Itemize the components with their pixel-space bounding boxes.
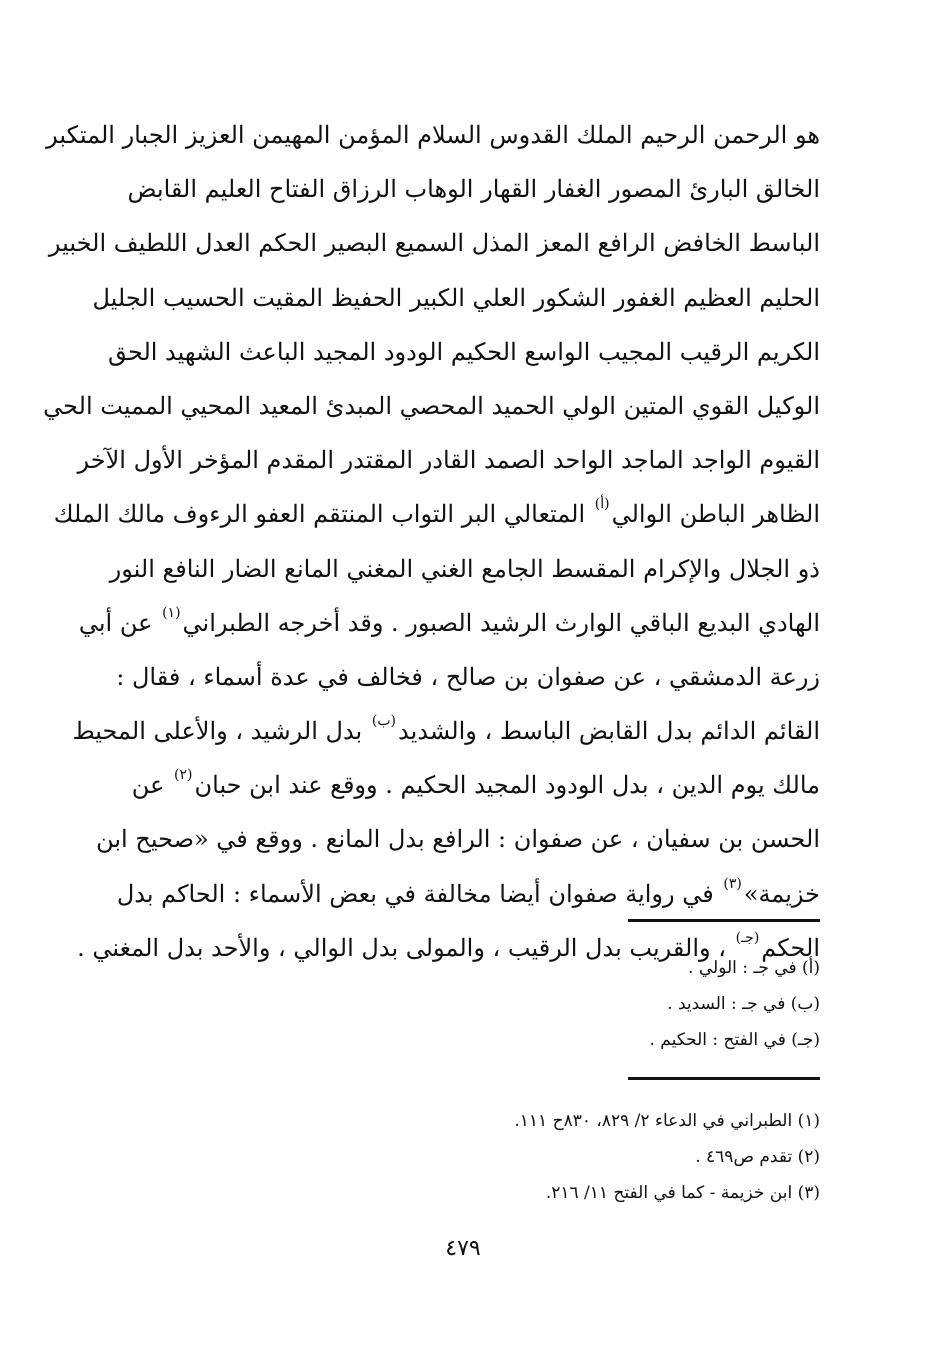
text-line	[78, 596, 820, 650]
text-line: الحليم العظيم الغفور الشكور العلي الكبير الحفيظ المقيت الحسيب الجليل	[92, 283, 820, 312]
text-segment: مالك يوم الدين ، بدل الودود المجيد الحكيم . ووقع عند ابن حبان	[194, 771, 820, 800]
text-line	[116, 867, 820, 921]
text-line: زرعة الدمشقي ، عن صفوان بن صالح ، فخالف في عدة أسماء ، فقال :	[116, 662, 820, 691]
text-line	[72, 704, 820, 758]
main-text-body	[43, 108, 820, 975]
text-segment: الحكم	[761, 933, 820, 962]
text-line: الخالق البارئ المصور الغفار القهار الوهاب الرزاق الفتاح العليم القابض	[127, 175, 820, 204]
footnote-divider	[628, 919, 820, 922]
variant-notes	[649, 950, 820, 1058]
variant-note-marker: (أ)	[594, 496, 610, 513]
text-segment: المتعالي البر التواب المنتقم العفو الرءوف مالك الملك	[53, 500, 586, 529]
text-line: الباسط الخافض الرافع المعز المذل السميع البصير الحكم العدل اللطيف الخبير	[48, 229, 820, 258]
variant-note: (ب) في جـ : السديد .	[667, 994, 820, 1014]
text-segment: الهادي البديع الباقي الوارث الرشيد الصبور . وقد أخرجه الطبراني	[182, 608, 820, 637]
footnote-marker: (١)	[162, 604, 181, 621]
text-line: هو الرحمن الرحيم الملك القدوس السلام المؤمن المهيمن العزيز الجبار المتكبر	[46, 121, 820, 149]
source-footnote: (٢) تقدم ص٤٦٩ .	[695, 1147, 820, 1167]
text-line: الحسن بن سفيان ، عن صفوان : الرافع بدل المانع . ووقع في «صحيح ابن	[96, 825, 820, 854]
footnote-divider	[628, 1077, 820, 1080]
text-segment: عن أبي	[78, 608, 153, 637]
text-segment: ، والقريب بدل الرقيب ، والمولى بدل الوالي ، والأحد بدل المغني .	[77, 933, 726, 962]
text-line: الوكيل القوي المتين الولي الحميد المحصي المبدئ المعيد المحيي المميت الحي	[43, 391, 820, 420]
text-segment: بدل الرشيد ، والأعلى المحيط	[72, 717, 363, 746]
text-segment: عن	[131, 771, 165, 800]
footnote-marker: (٣)	[723, 875, 742, 892]
variant-note: (جـ) في الفتح : الحكيم .	[649, 1030, 820, 1050]
text-line	[53, 487, 820, 541]
source-footnote: (٣) ابن خزيمة - كما في الفتح ١١/ ٢١٦.	[545, 1183, 820, 1203]
text-line: القيوم الواجد الماجد الواحد الصمد القادر المقتدر المقدم المؤخر الأول الآخر	[77, 446, 820, 475]
variant-note-marker: (جـ)	[735, 929, 760, 946]
page-number: ٤٧٩	[445, 1236, 481, 1261]
text-line: ذو الجلال والإكرام المقسط الجامع الغني المغني المانع الضار النافع النور	[109, 554, 820, 583]
source-footnote: (١) الطبراني في الدعاء ٢/ ٨٢٩، ٨٣٠ح ١١١.	[514, 1111, 820, 1131]
variant-note-marker: (ب)	[371, 713, 396, 730]
text-segment: الظاهر الباطن الوالي	[611, 500, 820, 529]
text-segment: القائم الدائم بدل القابض الباسط ، والشديد	[397, 717, 820, 746]
text-segment: في رواية صفوان أيضا مخالفة في بعض الأسماء : الحاكم بدل	[116, 879, 714, 908]
footnote-marker: (٢)	[174, 767, 193, 784]
text-line	[131, 758, 820, 812]
text-line: الكريم الرقيب المجيب الواسع الحكيم الودود المجيد الباعث الشهيد الحق	[107, 337, 820, 366]
text-segment: خزيمة»	[743, 879, 820, 908]
source-footnotes	[514, 1103, 820, 1211]
variant-note: (أ) في جـ : الولي .	[688, 958, 820, 978]
